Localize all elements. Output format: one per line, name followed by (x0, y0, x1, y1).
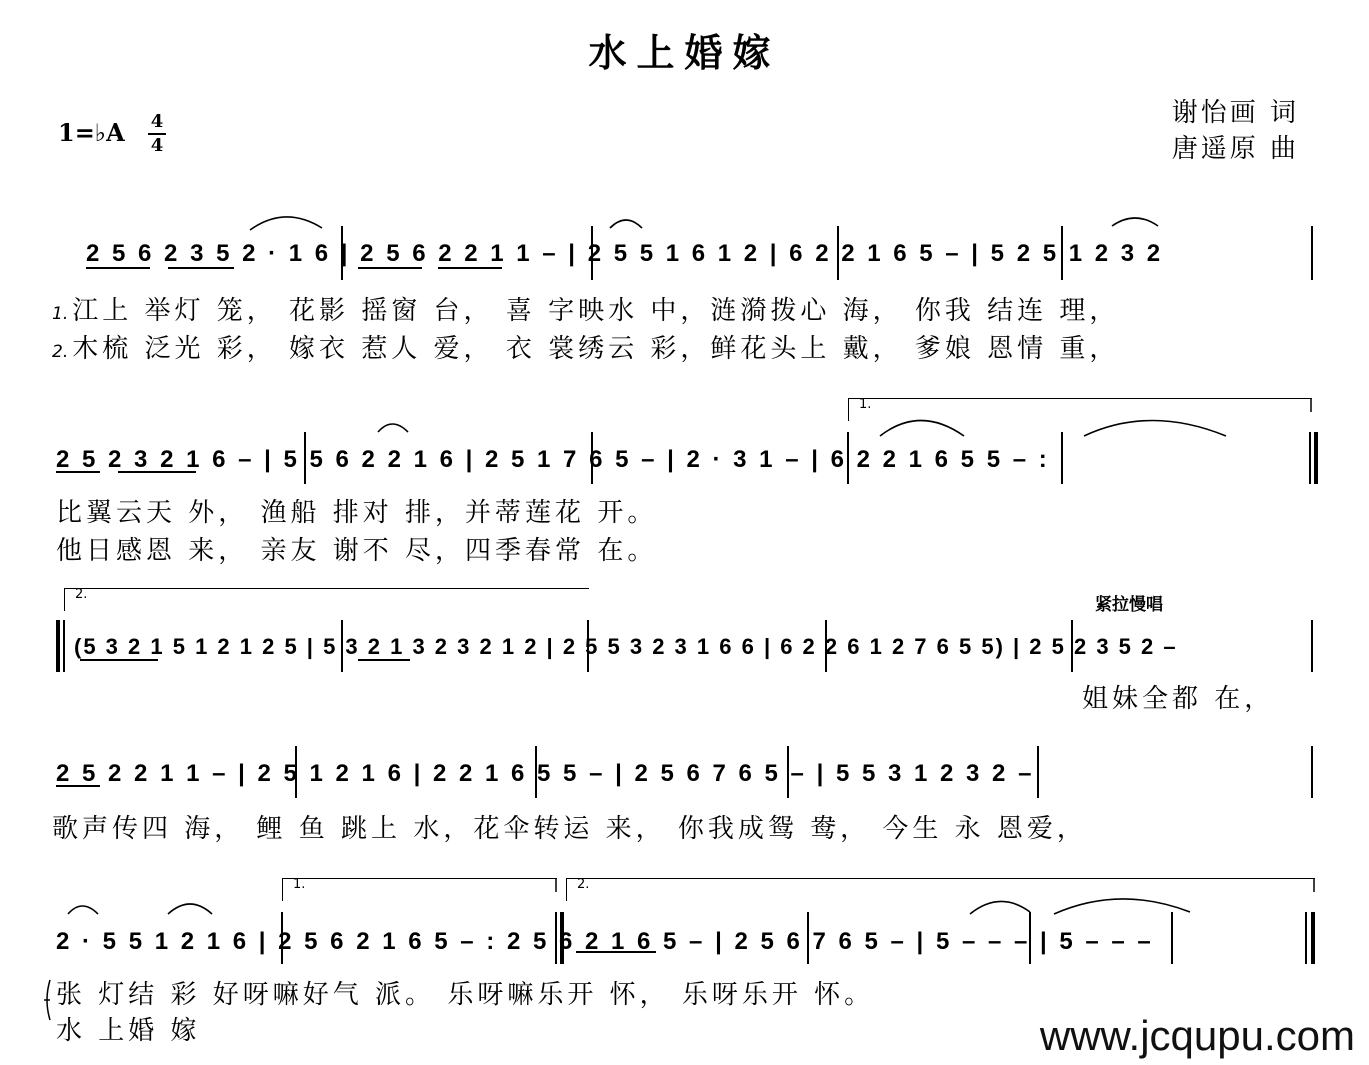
key-signature: 1=♭A (58, 118, 125, 147)
composer-credit: 唐遥原 曲 (1171, 134, 1299, 164)
meter-top: 4 (150, 111, 164, 132)
meter-bottom: 4 (150, 135, 164, 156)
website-watermark: www.jcqupu.com (1039, 1012, 1355, 1059)
slur (68, 906, 98, 914)
system-4-notes: 2 5 2 2 1 1 – | 2 5 1 2 1 6 | 2 2 1 6 5 5 – | 2 5 6 7 6 5 – | 5 5 3 1 2 3 2 – (56, 760, 1035, 787)
system-3-lyrics: 姐妹全都 在， (1082, 684, 1275, 714)
lyrics-text: 木梳 泛光 彩， 嫁衣 惹人 爱， 衣 裳绣云 彩，鲜花头上 戴， 爹娘 恩情 重， (72, 334, 1120, 364)
system-4-lyrics: 歌声传四 海， 鲤 鱼 跳上 水，花伞转运 来， 你我成鸳 鸯， 今生 永 恩爱， (52, 814, 1087, 844)
ending-1-label: 1. (293, 877, 306, 892)
system-2-notes: 2 5 2 3 2 1 6 – | 5 5 6 2 2 1 6 | 2 5 1 7 6 5 – | 2 · 3 1 – | 6 2 2 1 6 5 5 – : (56, 446, 1050, 473)
lyrics-brace (44, 980, 50, 1020)
slur (1054, 899, 1190, 914)
verse-number-2: 2. (52, 342, 69, 362)
system-5-lyrics-verse-1: 张 灯结 彩 好呀嘛好气 派。 乐呀嘛乐开 怀， 乐呀乐开 怀。 (56, 980, 875, 1010)
lyricist-credit: 谢怡画 词 (1171, 98, 1299, 128)
system-1-notes: 2 5 6 2 3 5 2 · 1 6 | 2 5 6 2 2 1 1 – | 2 5 5 1 6 1 2 | 6 2 2 1 6 5 – | 5 2 5 1 2 3 2 (86, 240, 1164, 267)
ending-2-label: 2. (577, 877, 590, 892)
lyrics-text: 江上 举灯 笼， 花影 摇窗 台， 喜 字映水 中，涟漪拨心 海， 你我 结连 理， (72, 296, 1120, 326)
system-2-lyrics-verse-1: 比翼云天 外， 渔船 排对 排，并蒂莲花 开。 (56, 498, 658, 528)
verse-number-1: 1. (52, 304, 69, 324)
tempo-marking: 紧拉慢唱 (1095, 595, 1163, 615)
slur (1112, 218, 1158, 226)
song-title: 水上婚嫁 (588, 31, 781, 75)
slur (250, 217, 322, 230)
system-5-lyrics-verse-2: 水 上婚 嫁 (56, 1016, 201, 1046)
system-3-notes: (5 3 2 1 5 1 2 1 2 5 | 5 3 2 1 3 2 3 2 1 2 | 2 5 5 3 2 3 1 6 6 | 6 2 2 6 1 2 7 6 5 5) | 2 5 2 3 5 2 – (74, 634, 1178, 659)
slur (378, 424, 408, 432)
volta-1-label: 1. (859, 397, 872, 412)
system-5-notes: 2 · 5 5 1 2 1 6 | 2 5 6 2 1 6 5 – : 2 5 6 2 1 6 5 – | 2 5 6 7 6 5 – | 5 – – – | 5 – – – (56, 928, 1154, 955)
slur (970, 901, 1030, 914)
slur (1084, 421, 1226, 437)
system-2-lyrics-verse-2: 他日感恩 来， 亲友 谢不 尽，四季春常 在。 (56, 536, 658, 566)
slur (168, 904, 212, 914)
slur (880, 421, 964, 437)
slur (610, 220, 642, 228)
volta-2-label: 2. (75, 587, 88, 602)
